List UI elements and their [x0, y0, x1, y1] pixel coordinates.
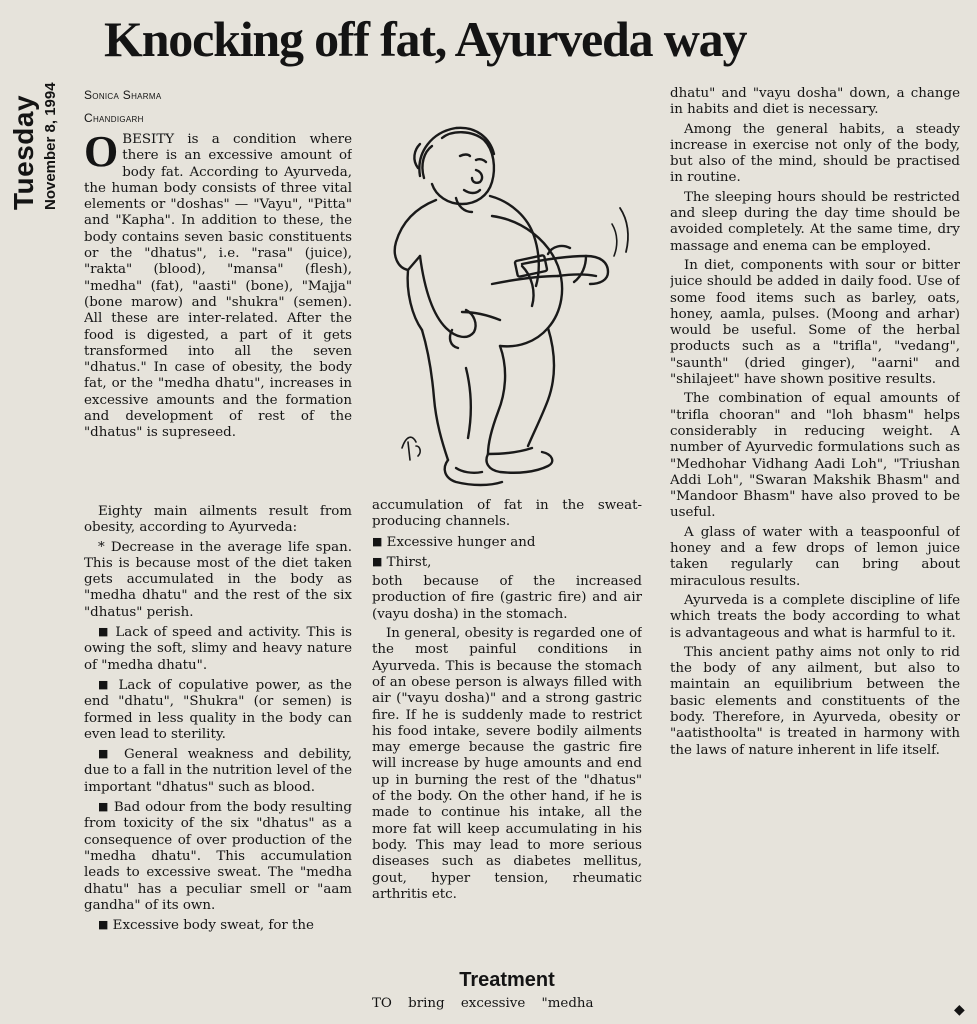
paragraph-text: Thirst, [386, 554, 432, 570]
article-paragraph: The combination of equal amounts of "trifla chooran" and "loh bhasm" helps considerably in reducing weight. A number of Ayurvedic formulations such as "Medhohar Vidhang Aadi Loh", "Triushan Addi Loh", "Swaran Makshik Bhasm" and "Mandoor Bhasm" have also proved to be useful. [670, 391, 960, 521]
article-paragraph: TO bring excessive "medha [372, 996, 594, 1011]
dateline-date: November 8, 1994 [42, 82, 59, 210]
article-paragraph [84, 799, 352, 914]
article-paragraph [84, 746, 352, 796]
article-paragraph: The sleeping hours should be restricted and sleep during the day time should be avoided completely. At the same time, dry massage and enema can be employed. [670, 189, 960, 254]
bullet-square-icon: ■ [98, 918, 109, 932]
article-paragraph: In general, obesity is regarded one of the most painful conditions in Ayurveda. This is because the stomach of an obese person is always filled with air ("vayu dosha)" and a strong gastric fire. If he is suddenly made to restrict his food intake, severe bodily ailments may emerge because the gastric fire will increase by huge amounts and end up in burning the rest of the "dhatus" of the body. On the other hand, if he is made to continue his intake, all the more fat will keep accumulating in his body. This may lead to more serious diseases such as diabetes mellitus, gout, hyper tension, rheumatic arthritis etc. [372, 626, 642, 902]
cartoon-illustration [372, 116, 642, 496]
article-column-2-continued [372, 996, 642, 1020]
article-paragraph [372, 534, 642, 551]
bullet-square-icon: ■ [372, 534, 383, 548]
paragraph-text: Excessive body sweat, for the [112, 918, 314, 934]
article-paragraph: Ayurveda is a complete discipline of life which treats the body according to what is advantageous and what is harmful to it. [670, 592, 960, 641]
article-paragraph: This ancient pathy aims not only to rid the body of any ailment, but also to maintain an equilibrium between the basic elements and constituents of the body. Therefore, in Ayurveda, obesity or "aatisthoolta" is treated in harmony with the laws of nature inherent in life itself. [670, 644, 960, 758]
dateline [8, 40, 68, 210]
paragraph-text: BESITY is a condition where there is an excessive amount of body fat. According to Ayurveda, the human body consists of three vital elements or "doshas" — "Vayu", "Pitta" and "Kapha". In addition to these, the body contains seven basic constituents or the "dhatus", i.e. "rasa" (juice), "rakta" (blood), "mansa" (flesh), "medha" (fat), "aasti" (bone), "Majja" (bone marow) and "shukra" (semen). All these are inter-related. After the food is digested, a part of it gets transformed into all the seven "dhatus." In case of obesity, the body fat, or the "medha dhatu", increases in excessive amounts and the formation and development of rest of the "dhatus" is supreseed. [84, 132, 352, 441]
bullet-square-icon: ■ [98, 677, 112, 691]
article-paragraph: * Decrease in the average life span. This is because most of the diet taken gets accumulated in the body as "medha dhatu" and the rest of the six "dhatus" perish. [84, 539, 352, 620]
dateline-day: Tuesday [8, 94, 39, 210]
byline-author: Sonica Sharma [84, 88, 162, 102]
end-of-article-diamond-icon: ◆ [954, 1002, 965, 1018]
paragraph-text: Bad odour from the body resulting from toxicity of the six "dhatus" as a consequence of over production of the "medha dhatu". This accumulation leads to excessive sweat. The "medha dhatu" has a peculiar smell or "aam gandha" of its own. [84, 800, 352, 913]
article-paragraph [84, 624, 352, 674]
drop-cap: O [84, 132, 119, 176]
article-column-2 [372, 498, 642, 966]
article-paragraph: Among the general habits, a steady increase in exercise not only of the body, but also of the mind, should be practised in routine. [670, 121, 960, 186]
article-paragraph [84, 132, 352, 442]
subhead-treatment: Treatment [459, 969, 555, 991]
bullet-square-icon: ■ [98, 800, 109, 814]
paragraph-text: General weakness and debility, due to a fall in the nutrition level of the important "dhatus" such as blood. [84, 747, 352, 795]
obese-man-cartoon-icon [372, 116, 642, 496]
article-paragraph: dhatu" and "vayu dosha" down, a change in habits and diet is necessary. [670, 86, 960, 118]
article-paragraph [372, 554, 642, 571]
paragraph-text: Lack of speed and activity. This is owing the soft, slimy and heavy nature of "medha dhatu". [84, 625, 352, 673]
bullet-square-icon: ■ [98, 747, 115, 761]
article-column-1-continued [84, 504, 352, 1020]
article-paragraph: In diet, components with sour or bitter juice should be added in daily food. Use of some food items such as barley, oats, honey, aamla, pulses. (Moong and arhar) would be useful. Some of the herbal products such as a "trifla", "vedang", "saunth" (dried ginger), "aarni" and "shilajeet" have shown positive results. [670, 257, 960, 388]
article-column-1 [84, 132, 352, 504]
article-paragraph: A glass of water with a teaspoonful of honey and a few drops of lemon juice taken regularly can bring about miraculous results. [670, 524, 960, 589]
article-paragraph: Eighty main ailments result from obesity, according to Ayurveda: [84, 504, 352, 536]
article-paragraph: accumulation of fat in the sweat-producing channels. [372, 498, 642, 530]
byline [84, 84, 364, 130]
article-paragraph [84, 677, 352, 743]
article-paragraph [84, 917, 352, 934]
bullet-square-icon: ■ [98, 625, 110, 639]
byline-place: Chandigarh [84, 111, 144, 125]
article-column-3 [670, 86, 960, 1020]
paragraph-text: Lack of copulative power, as the end "dhatu", "Shukra" (or semen) is formed in less quality in the body can even lead to sterility. [84, 677, 352, 742]
bullet-square-icon: ■ [372, 554, 383, 568]
headline: Knocking off fat, Ayurveda way [104, 11, 747, 67]
article-paragraph: both because of the increased production of fire (gastric fire) and air (vayu dosha) in the stomach. [372, 574, 642, 622]
paragraph-text: Excessive hunger and [386, 534, 536, 550]
